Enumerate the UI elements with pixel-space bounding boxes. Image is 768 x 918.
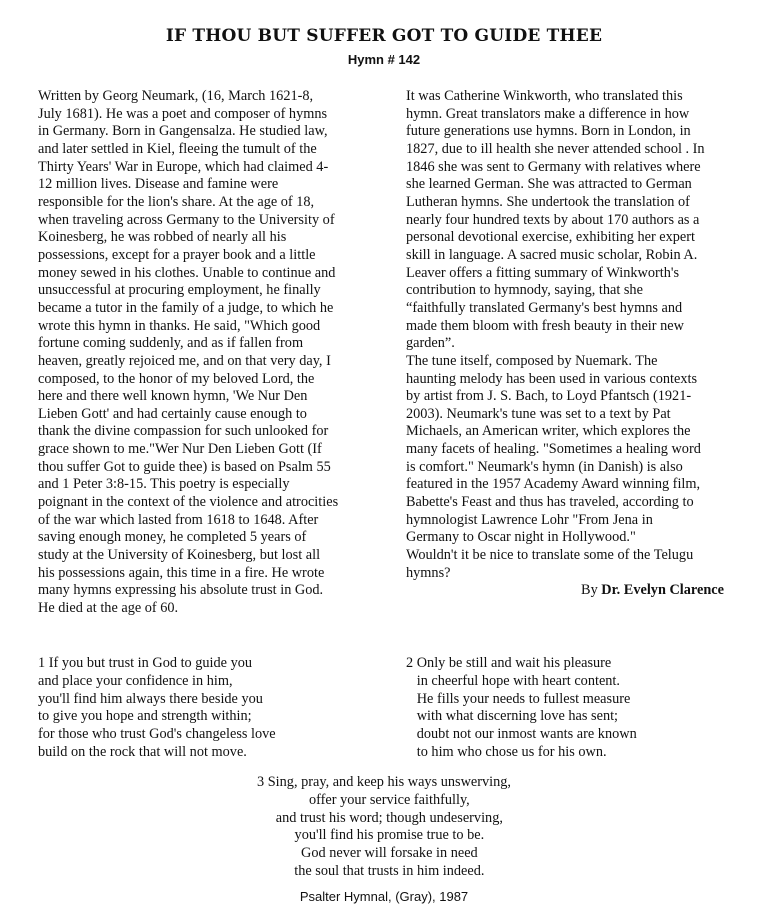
byline xyxy=(581,582,724,599)
article-right-column: It was Catherine Winkworth, who translated this hymn. Great translators make a difference in how future generations use hymns. Born in London, in 1827, due to ill health she never attended school . In 1846 she was sent to Germany with relatives where she learned German. She was attracted to German Lutheran hymns. She undertook the translation of nearly four hundred texts by about 170 authors as a personal devotional exercise, exhibiting her expert skill in language. A sacred music scholar, Robin A. Leaver offers a fitting summary of Winkworth's contribution to hymnody, saying, that she “faithfully translated Germany's best hymns and made them bloom with fresh beauty in their new garden”. The tune itself, composed by Nuemark. The haunting melody has been used in various contexts by artist from J. S. Bach, to Loyd Pfantsch (1921- 2003). Neumark's tune was set to a text by Pat Michaels, an American writer, which explores the many facets of healing. "Sometimes a healing word is comfort." Neumark's hymn (in Danish) is also featured in the 1957 Academy Award winning film, Babette's Feast and thus has traveled, according to hymnologist Lawrence Lohr "From Jena in Germany to Oscar night in Hollywood." Wouldn't it be nice to translate some of the Telugu hymns? xyxy=(406,88,705,581)
verse-1: 1 If you but trust in God to guide you and place your confidence in him, you'll find him always there beside you to give you hope and strength within; for those who trust God's changeless love build on the rock that will not move. xyxy=(38,655,276,760)
hymn-title: IF THOU BUT SUFFER GOT TO GUIDE THEE xyxy=(165,26,603,46)
verse-2: 2 Only be still and wait his pleasure in cheerful hope with heart content. He fills your needs to fullest measure with what discerning love has sent; doubt not our inmost wants are known to him who chose us for his own. xyxy=(406,655,637,760)
source-citation: Psalter Hymnal, (Gray), 1987 xyxy=(299,889,469,904)
byline-prefix: By xyxy=(581,582,602,598)
article-left-column: Written by Georg Neumark, (16, March 1621-8, July 1681). He was a poet and composer of hymns in Germany. Born in Gangensalza. He studied law, and later settled in Kiel, fleeing the tumult of the Thirty Years' War in Europe, which had claimed 4- 12 million lives. Disease and famine were responsible for the lion's share. At the age of 18, when traveling across Germany to the University of Koinesberg, he was robbed of nearly all his possessions, except for a prayer book and a little money sewed in his clothes. Unable to continue and unsuccessful at procuring employment, he finally became a tutor in the family of a judge, to which he wrote this hymn in thanks. He said, "Which good fortune coming suddenly, and as if fallen from heaven, greatly rejoiced me, and on that very day, I composed, to the honor of my beloved Lord, the here and there well known hymn, 'We Nur Den Lieben Gott' and had certainly cause enough to thank the divine compassion for such unlooked for grace shown to me."Wer Nur Den Lieben Gott (If thou suffer Got to guide thee) is based on Psalm 55 and 1 Peter 3:8-15. This poetry is especially poignant in the context of the violence and atrocities of the war which lasted from 1618 to 1648. After saving enough money, he completed 5 years of study at the University of Koinesberg, but lost all his possessions again, this time in a fire. He wrote many hymns expressing his absolute trust in God. He died at the age of 60. xyxy=(38,88,339,617)
hymn-number: Hymn # 142 xyxy=(347,52,421,67)
byline-author: Dr. Evelyn Clarence xyxy=(601,582,724,598)
verse-3: 3 Sing, pray, and keep his ways unswerving, offer your service faithfully, and trust his word; though undeserving, you'll find his promise true to be. God never will forsake in need the soul that trusts in him indeed. xyxy=(257,774,511,879)
